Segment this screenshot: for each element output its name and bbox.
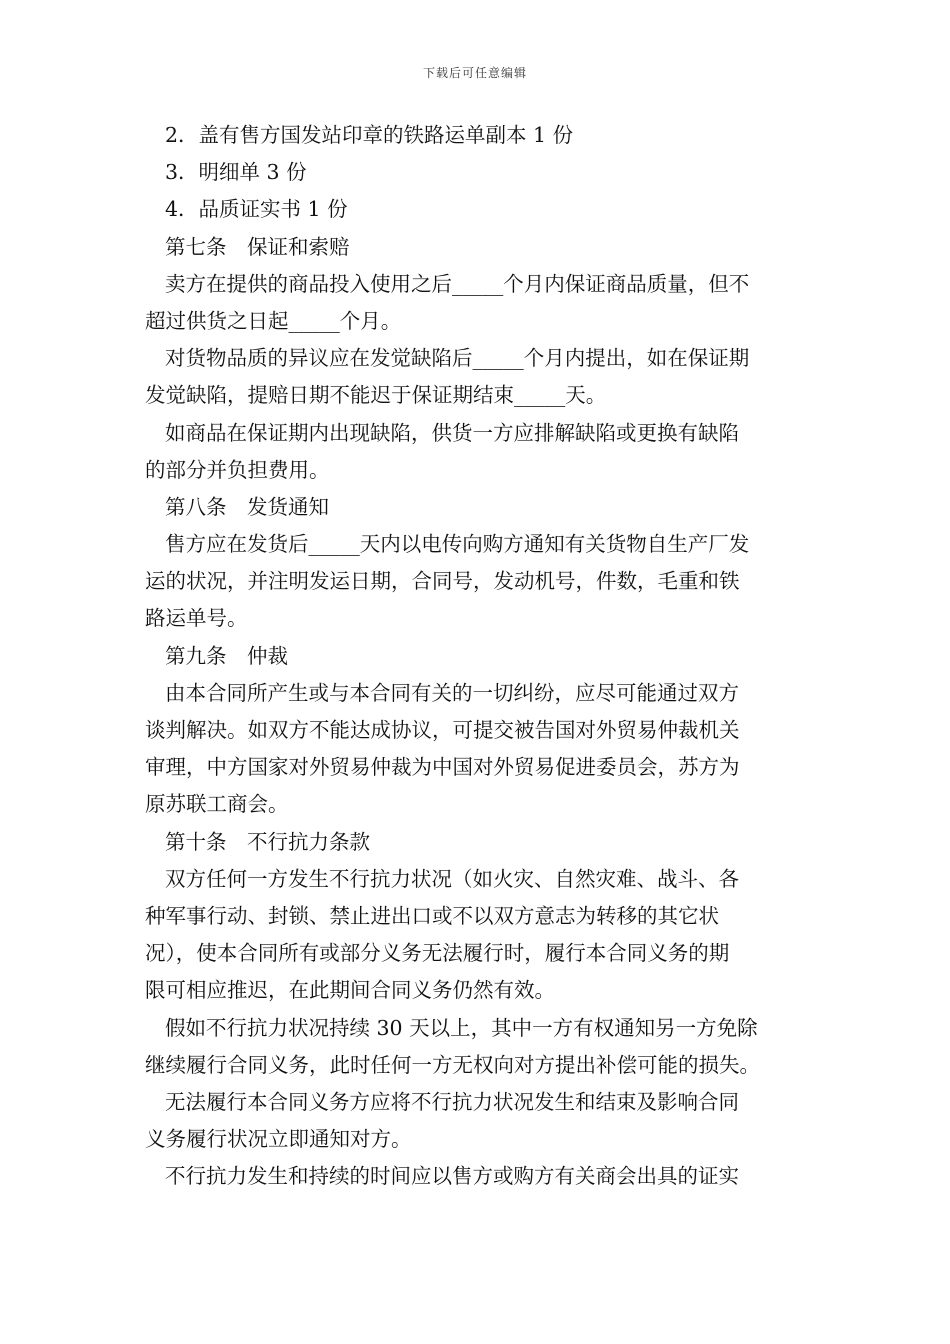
document-line: 限可相应推迟，在此期间合同义务仍然有效。 bbox=[145, 978, 555, 1003]
document-line: 3．明细单 3 份 bbox=[165, 160, 307, 185]
document-line: 继续履行合同义务，此时任何一方无权向对方提出补偿可能的损失。 bbox=[145, 1052, 760, 1077]
document-line: 对货物品质的异议应在发觉缺陷后_____个月内提出，如在保证期 bbox=[165, 346, 750, 371]
document-line: 无法履行本合同义务方应将不行抗力状况发生和结束及影响合同 bbox=[165, 1089, 739, 1114]
page-header: 下载后可任意编辑 bbox=[422, 66, 527, 80]
document-line: 第七条 保证和索赔 bbox=[165, 234, 350, 259]
document-line: 种军事行动、封锁、禁止进出口或不以双方意志为转移的其它状 bbox=[145, 903, 719, 928]
document-line: 由本合同所产生或与本合同有关的一切纠纷，应尽可能通过双方 bbox=[165, 680, 739, 705]
document-line: 第十条 不行抗力条款 bbox=[165, 829, 370, 854]
document-line: 谈判解决。如双方不能达成协议，可提交被告国对外贸易仲裁机关 bbox=[145, 718, 740, 742]
document-line: 的部分并负担费用。 bbox=[145, 457, 330, 482]
document-line: 审理，中方国家对外贸易仲裁为中国对外贸易促进委员会，苏方为 bbox=[145, 755, 740, 780]
document-line: 超过供货之日起_____个月。 bbox=[145, 308, 402, 333]
document-line: 原苏联工商会。 bbox=[145, 792, 289, 817]
document-line: 发觉缺陷，提赔日期不能迟于保证期结束_____天。 bbox=[145, 383, 607, 408]
document-line: 不行抗力发生和持续的时间应以售方或购方有关商会出具的证实 bbox=[165, 1164, 739, 1189]
document-line: 况），使本合同所有或部分义务无法履行时，履行本合同义务的期 bbox=[145, 941, 730, 966]
document-line: 第九条 仲裁 bbox=[165, 643, 288, 668]
document-line: 如商品在保证期内出现缺陷，供货一方应排解缺陷或更换有缺陷 bbox=[165, 420, 739, 445]
document-line: 售方应在发货后_____天内以电传向购方通知有关货物自生产厂发 bbox=[165, 532, 750, 557]
document-line: 路运单号。 bbox=[145, 606, 248, 631]
document-line: 2．盖有售方国发站印章的铁路运单副本 1 份 bbox=[165, 123, 574, 147]
document-line: 卖方在提供的商品投入使用之后_____个月内保证商品质量，但不 bbox=[165, 271, 750, 296]
document-line: 假如不行抗力状况持续 30 天以上，其中一方有权通知另一方免除 bbox=[165, 1015, 758, 1040]
document-line: 运的状况，并注明发运日期，合同号，发动机号，件数，毛重和铁 bbox=[145, 569, 740, 594]
document-line: 第八条 发货通知 bbox=[165, 494, 329, 519]
document-line: 4．品质证实书 1 份 bbox=[165, 197, 348, 222]
document-line: 义务履行状况立即通知对方。 bbox=[145, 1127, 412, 1152]
document-body bbox=[145, 117, 809, 1195]
document-line: 双方任何一方发生不行抗力状况（如火灾、自然灾难、战斗、各 bbox=[165, 866, 739, 891]
